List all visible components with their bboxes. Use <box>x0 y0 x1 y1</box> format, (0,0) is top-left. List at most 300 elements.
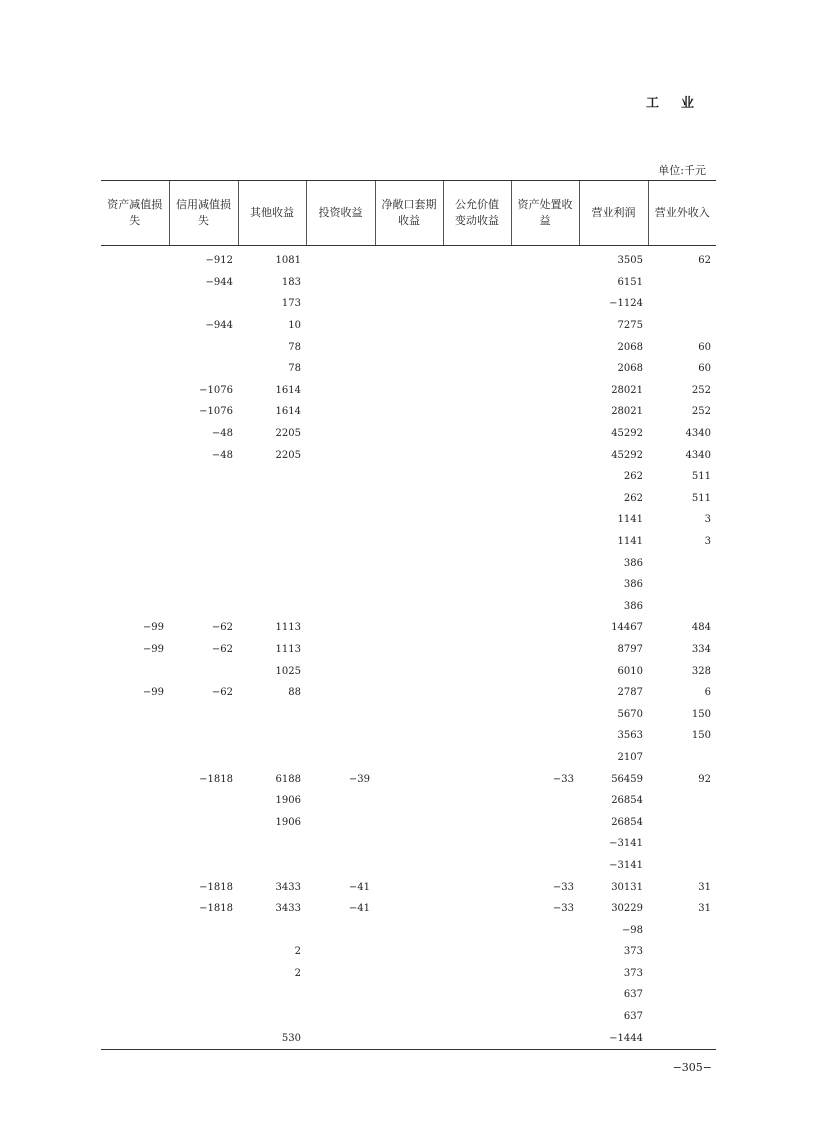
table-cell <box>443 855 511 877</box>
table-cell: 60 <box>698 363 711 375</box>
table-cell <box>169 833 238 855</box>
table-row <box>101 898 716 920</box>
table-cell <box>511 790 579 812</box>
table-cell: −912 <box>205 255 233 267</box>
table-cell: 386 <box>623 579 643 591</box>
table-cell <box>375 1006 443 1028</box>
table-cell: 92 <box>698 773 711 785</box>
column-header <box>443 181 511 246</box>
table-cell <box>169 941 238 963</box>
table-cell <box>375 639 443 661</box>
table-cell: 3505 <box>617 255 643 267</box>
table-cell <box>443 811 511 833</box>
table-cell: 262 <box>623 471 643 483</box>
table-cell <box>306 246 375 272</box>
table-cell <box>443 833 511 855</box>
table-cell <box>511 466 579 488</box>
table-cell <box>169 293 238 315</box>
table-cell: 373 <box>623 967 643 979</box>
table-cell <box>511 682 579 704</box>
table-cell: 10 <box>288 320 301 332</box>
table-cell <box>375 703 443 725</box>
table-cell <box>511 552 579 574</box>
table-cell <box>306 941 375 963</box>
table-cell <box>169 919 238 941</box>
table-cell: −48 <box>211 428 233 440</box>
table-cell <box>101 790 169 812</box>
table-cell <box>306 423 375 445</box>
column-header-text: 资产处置收益 <box>517 198 573 227</box>
table-cell <box>375 811 443 833</box>
table-cell <box>169 660 238 682</box>
table-cell <box>101 855 169 877</box>
table-cell <box>511 747 579 769</box>
table-cell <box>375 423 443 445</box>
table-cell <box>306 488 375 510</box>
table-row <box>101 423 716 445</box>
table-cell <box>511 336 579 358</box>
table-cell <box>101 941 169 963</box>
table-cell <box>169 811 238 833</box>
table-cell <box>443 876 511 898</box>
table-row <box>101 876 716 898</box>
table-cell: 530 <box>238 1027 306 1049</box>
table-cell <box>306 855 375 877</box>
column-header <box>511 181 579 246</box>
table-cell <box>169 552 238 574</box>
table-cell: −99 <box>142 687 164 699</box>
table-cell <box>511 423 579 445</box>
table-cell <box>375 876 443 898</box>
table-cell <box>238 552 306 574</box>
table-cell <box>101 1006 169 1028</box>
table-row <box>101 682 716 704</box>
table-cell <box>306 919 375 941</box>
table-row <box>101 639 716 661</box>
table-cell <box>511 596 579 618</box>
table-cell <box>306 336 375 358</box>
table-cell: 1141 <box>617 536 643 548</box>
table-cell <box>443 1006 511 1028</box>
section-title: 工业 <box>645 96 716 111</box>
table-cell <box>101 531 169 553</box>
table-cell: −41 <box>348 903 370 915</box>
table-cell <box>443 531 511 553</box>
table-cell <box>169 488 238 510</box>
table-cell <box>443 639 511 661</box>
table-row <box>101 963 716 985</box>
table-row <box>101 725 716 747</box>
table-cell <box>511 660 579 682</box>
table-cell: −39 <box>348 773 370 785</box>
table-cell: 6 <box>704 687 711 699</box>
table-cell <box>169 336 238 358</box>
table-cell <box>443 574 511 596</box>
table-cell: −62 <box>211 643 233 655</box>
table-cell <box>375 984 443 1006</box>
table-cell <box>169 509 238 531</box>
table-row <box>101 984 716 1006</box>
table-cell <box>101 725 169 747</box>
table-cell <box>101 747 169 769</box>
column-header-text: 其他收益 <box>250 206 294 219</box>
table-cell <box>375 401 443 423</box>
table-cell <box>375 380 443 402</box>
table-row <box>101 336 716 358</box>
table-row <box>101 246 716 272</box>
table-cell <box>101 1027 169 1049</box>
table-cell: 31 <box>698 903 711 915</box>
table-cell: −98 <box>621 924 643 936</box>
table-cell <box>375 358 443 380</box>
table-cell <box>169 358 238 380</box>
table-cell: 31 <box>698 881 711 893</box>
table-cell <box>443 1027 511 1049</box>
table-row <box>101 552 716 574</box>
table-cell: −3141 <box>609 838 643 850</box>
table-cell <box>306 682 375 704</box>
table-cell: 28021 <box>611 406 643 418</box>
table-cell <box>306 747 375 769</box>
table-cell <box>375 768 443 790</box>
table-cell <box>101 552 169 574</box>
column-header <box>648 181 716 246</box>
table-cell <box>511 574 579 596</box>
column-header <box>238 181 306 246</box>
table-cell: 1614 <box>275 384 301 396</box>
table-cell <box>648 1027 716 1049</box>
table-cell: 60 <box>698 341 711 353</box>
table-cell <box>511 444 579 466</box>
table-cell <box>375 531 443 553</box>
table-body <box>101 246 716 1050</box>
table-cell <box>511 531 579 553</box>
column-header-text: 投资收益 <box>318 206 363 219</box>
table-cell <box>306 963 375 985</box>
table-cell: −1076 <box>199 384 233 396</box>
column-header <box>375 181 443 246</box>
table-cell <box>443 272 511 294</box>
table-row <box>101 833 716 855</box>
table-cell <box>101 596 169 618</box>
table-cell <box>306 660 375 682</box>
table-cell <box>443 315 511 337</box>
table-cell <box>238 855 306 877</box>
table-cell: 1141 <box>617 514 643 526</box>
table-cell <box>238 531 306 553</box>
table-cell <box>511 1027 579 1049</box>
table-cell <box>306 531 375 553</box>
table-cell: 511 <box>691 471 711 483</box>
table-cell <box>169 466 238 488</box>
table-cell <box>375 596 443 618</box>
table-cell <box>375 941 443 963</box>
table-cell <box>375 660 443 682</box>
table-cell <box>511 272 579 294</box>
table-cell <box>101 315 169 337</box>
table-cell: −1818 <box>199 903 233 915</box>
table-cell <box>375 246 443 272</box>
table-cell: 2068 <box>617 363 643 375</box>
table-row <box>101 617 716 639</box>
table-cell <box>648 552 716 574</box>
table-cell <box>101 423 169 445</box>
table-cell: −1076 <box>199 406 233 418</box>
table-cell: 30131 <box>611 881 643 893</box>
table-cell <box>648 963 716 985</box>
table-cell <box>101 336 169 358</box>
table-cell <box>306 401 375 423</box>
table-cell <box>306 596 375 618</box>
table-row <box>101 444 716 466</box>
column-header-text: 公允价值 <box>455 198 499 211</box>
table-cell: 373 <box>623 946 643 958</box>
table-row <box>101 855 716 877</box>
table-cell <box>101 898 169 920</box>
table-cell: −62 <box>211 687 233 699</box>
table-cell <box>443 682 511 704</box>
table-cell: −1124 <box>609 298 643 310</box>
table-cell <box>443 423 511 445</box>
table-cell <box>101 833 169 855</box>
table-cell <box>306 574 375 596</box>
column-header <box>306 181 375 246</box>
table-row <box>101 1027 716 1049</box>
table-cell <box>306 358 375 380</box>
table-cell <box>375 855 443 877</box>
table-row <box>101 574 716 596</box>
table-cell <box>443 617 511 639</box>
table-cell <box>511 941 579 963</box>
table-cell <box>443 660 511 682</box>
table-cell: 328 <box>691 665 711 677</box>
table-cell <box>511 401 579 423</box>
table-cell <box>101 380 169 402</box>
table-cell: 88 <box>288 687 301 699</box>
table-cell: 637 <box>623 989 643 1001</box>
table-cell <box>511 380 579 402</box>
table-cell: 2 <box>294 967 301 979</box>
page-number: −305− <box>672 1061 712 1074</box>
table-cell: 183 <box>281 276 301 288</box>
table-cell <box>101 876 169 898</box>
table-cell: 4340 <box>685 449 711 461</box>
table-cell <box>648 984 716 1006</box>
table-cell <box>648 596 716 618</box>
table-cell: 30229 <box>611 903 643 915</box>
column-header-text: 营业利润 <box>591 206 636 219</box>
table-cell: 386 <box>623 557 643 569</box>
table-cell <box>238 984 306 1006</box>
table-cell: −99 <box>142 643 164 655</box>
table-row <box>101 358 716 380</box>
table-cell <box>648 293 716 315</box>
table-cell <box>306 703 375 725</box>
table-cell <box>443 358 511 380</box>
table-cell: 484 <box>691 622 711 634</box>
table-cell <box>238 747 306 769</box>
table-cell <box>375 509 443 531</box>
table-cell <box>375 790 443 812</box>
table-cell <box>306 725 375 747</box>
table-cell: 45292 <box>611 449 643 461</box>
table-cell <box>375 1027 443 1049</box>
table-cell: 173 <box>281 298 301 310</box>
table-cell <box>101 703 169 725</box>
table-cell <box>443 984 511 1006</box>
table-cell <box>238 833 306 855</box>
table-cell <box>375 963 443 985</box>
table-row <box>101 596 716 618</box>
table-cell: 7275 <box>617 320 643 332</box>
table-cell <box>238 919 306 941</box>
table-cell <box>443 919 511 941</box>
table-cell <box>375 466 443 488</box>
table-cell <box>375 272 443 294</box>
column-header-text: 营业外收入 <box>654 206 710 219</box>
table-cell <box>443 596 511 618</box>
table-cell <box>511 509 579 531</box>
table-cell <box>306 1006 375 1028</box>
table-cell <box>169 596 238 618</box>
table-cell <box>238 703 306 725</box>
table-cell <box>511 703 579 725</box>
table-cell: 2 <box>294 946 301 958</box>
table-cell <box>443 444 511 466</box>
table-cell <box>101 272 169 294</box>
table-cell <box>101 293 169 315</box>
column-header <box>169 181 238 246</box>
table-cell <box>101 444 169 466</box>
table-cell <box>511 833 579 855</box>
table-cell: 78 <box>288 363 301 375</box>
table-cell <box>375 833 443 855</box>
table-cell <box>101 509 169 531</box>
table-cell: 1906 <box>275 795 301 807</box>
table-cell <box>306 790 375 812</box>
table-cell <box>648 941 716 963</box>
table-cell: 14467 <box>611 622 643 634</box>
table-cell <box>375 919 443 941</box>
table-row <box>101 703 716 725</box>
table-cell: 28021 <box>611 384 643 396</box>
table-cell: 262 <box>623 492 643 504</box>
table-cell <box>375 574 443 596</box>
column-header-text: 收益 <box>398 214 420 227</box>
table-cell: −33 <box>552 903 574 915</box>
table-cell <box>375 747 443 769</box>
table-cell: 511 <box>691 492 711 504</box>
table-cell <box>101 984 169 1006</box>
table-cell <box>238 574 306 596</box>
column-header-text: 信用减值损失 <box>176 198 231 227</box>
table-cell: −62 <box>211 622 233 634</box>
table-row <box>101 488 716 510</box>
table-cell <box>443 509 511 531</box>
table-cell: 8797 <box>617 643 643 655</box>
table-cell <box>169 1027 238 1049</box>
table-cell <box>511 855 579 877</box>
table-cell: 78 <box>288 341 301 353</box>
table-cell <box>648 272 716 294</box>
table-cell <box>648 747 716 769</box>
table-cell <box>101 246 169 272</box>
table-cell <box>238 488 306 510</box>
table-cell <box>511 293 579 315</box>
table-cell <box>511 246 579 272</box>
table-cell <box>443 725 511 747</box>
table-cell <box>169 984 238 1006</box>
table-cell: −1818 <box>199 881 233 893</box>
table-cell <box>306 272 375 294</box>
table-cell: 386 <box>623 600 643 612</box>
table-row <box>101 1006 716 1028</box>
table-cell <box>306 1027 375 1049</box>
column-header-text: 资产减值损失 <box>107 198 163 227</box>
table-cell <box>169 963 238 985</box>
table-cell <box>648 574 716 596</box>
table-cell <box>238 466 306 488</box>
table-cell <box>169 703 238 725</box>
table-row <box>101 768 716 790</box>
table-cell <box>101 660 169 682</box>
table-cell <box>306 811 375 833</box>
column-header <box>579 181 648 246</box>
table-cell: 45292 <box>611 428 643 440</box>
table-cell <box>443 401 511 423</box>
table-cell: 252 <box>691 406 711 418</box>
table-cell <box>375 617 443 639</box>
table-cell <box>443 941 511 963</box>
table-cell <box>238 725 306 747</box>
table-row <box>101 919 716 941</box>
table-cell <box>443 747 511 769</box>
table-row <box>101 401 716 423</box>
table-row <box>101 293 716 315</box>
table-cell: 252 <box>691 384 711 396</box>
table-cell <box>648 315 716 337</box>
table-cell <box>648 1006 716 1028</box>
table-cell: −48 <box>211 449 233 461</box>
table-cell <box>375 898 443 920</box>
table-cell: −1818 <box>199 773 233 785</box>
table-cell <box>511 1006 579 1028</box>
table-cell: −99 <box>142 622 164 634</box>
table-cell: 2068 <box>617 341 643 353</box>
table-cell <box>443 293 511 315</box>
table-cell <box>306 833 375 855</box>
table-cell: 150 <box>691 708 711 720</box>
table-cell: −41 <box>348 881 370 893</box>
table-cell <box>443 768 511 790</box>
unit-label: 单位:千元 <box>658 164 706 177</box>
table-cell <box>511 315 579 337</box>
table-cell <box>306 509 375 531</box>
table-cell <box>101 466 169 488</box>
table-cell: 3433 <box>275 903 301 915</box>
table-cell <box>375 336 443 358</box>
table-cell: 2205 <box>275 428 301 440</box>
table-cell <box>443 898 511 920</box>
table-cell <box>511 639 579 661</box>
table-cell <box>443 466 511 488</box>
table-cell <box>648 919 716 941</box>
table-cell <box>101 811 169 833</box>
table-cell <box>511 488 579 510</box>
table-cell <box>101 574 169 596</box>
table-cell <box>169 747 238 769</box>
table-cell <box>101 358 169 380</box>
